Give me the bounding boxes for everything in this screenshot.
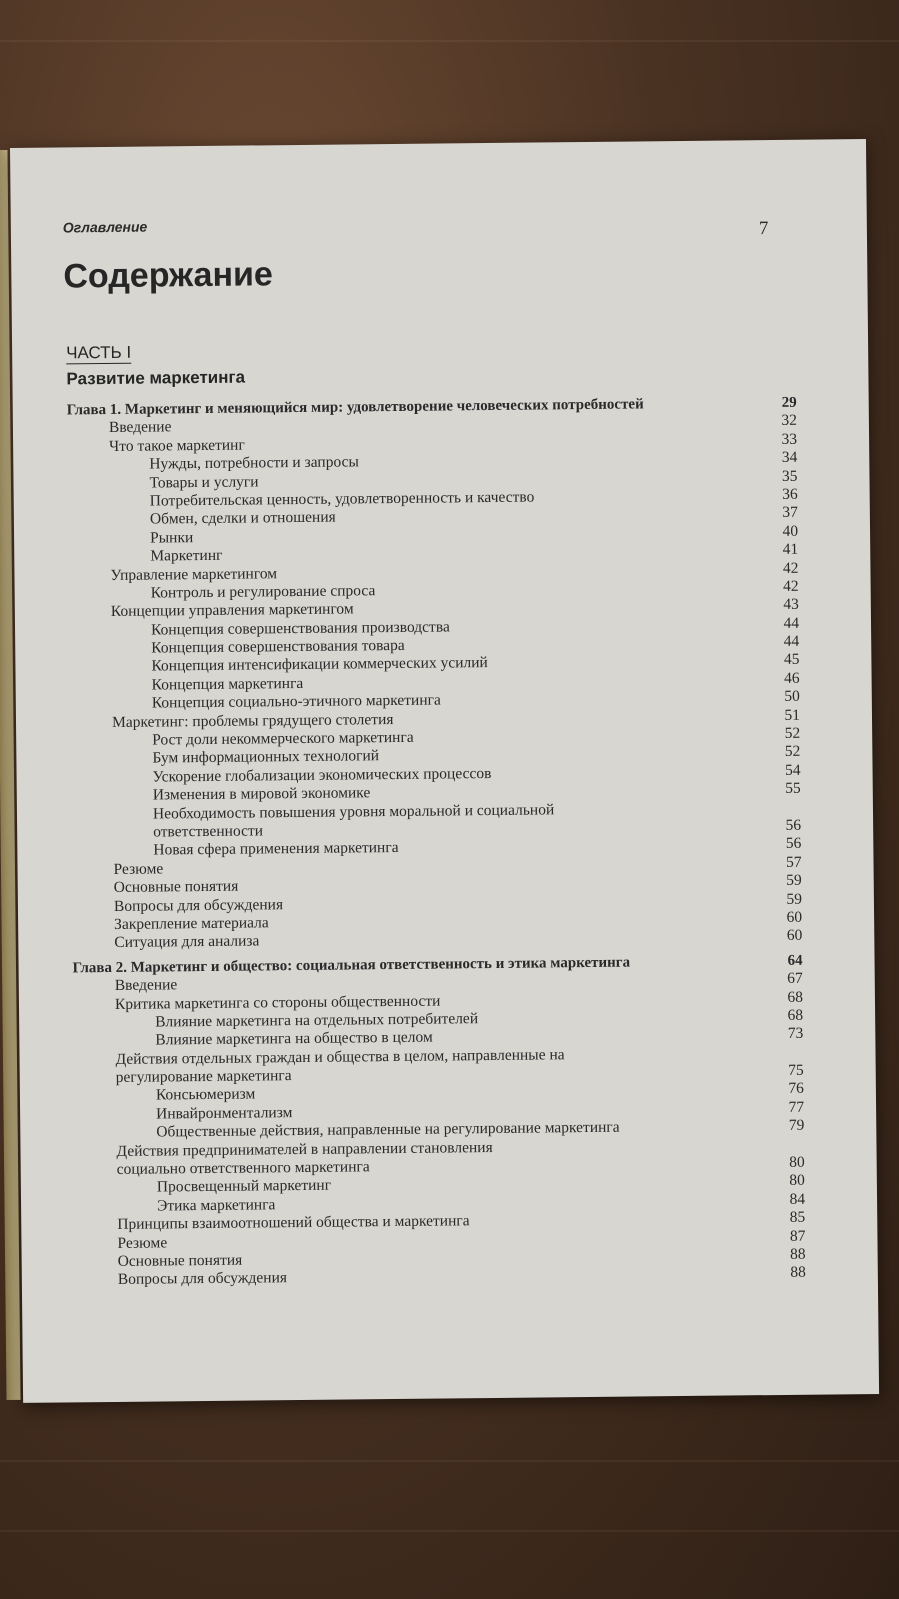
toc-entry-page: 59 <box>786 890 802 908</box>
toc-entry-page: 32 <box>781 412 797 430</box>
toc-entry-page: 34 <box>781 448 798 467</box>
toc-entry-title: Действия предпринимателей в направлении становления <box>116 1138 493 1160</box>
toc-entry-title: Концепции управления маркетингом <box>110 600 354 621</box>
toc-entry-page: 80 <box>789 1153 805 1171</box>
toc-entry-page: 52 <box>784 724 801 742</box>
toc-entry-title: Влияние маркетинга на общество в целом <box>155 1028 433 1049</box>
toc-entry-title: Рынки <box>150 528 194 547</box>
running-head: Оглавление <box>62 218 148 236</box>
toc-entry-page: 80 <box>789 1172 805 1190</box>
toc-entry-page: 59 <box>786 871 802 890</box>
toc-entry-title: Закрепление материала <box>114 914 269 933</box>
toc-entry-title: Бум информационных технологий <box>152 747 380 767</box>
toc-entry-title: Введение <box>108 418 172 437</box>
toc-entry-title: социально ответственного маркетинга <box>116 1158 370 1178</box>
toc-entry-page: 36 <box>782 485 798 503</box>
toc-entry-page: 56 <box>785 835 802 853</box>
toc-entry-page: 42 <box>782 559 799 577</box>
toc-entry-title: Резюме <box>117 1233 168 1252</box>
toc-entry-title: Контроль и регулирование спроса <box>150 582 376 602</box>
toc-entry-page: 88 <box>790 1245 806 1263</box>
toc-entry-title: Общественные действия, направленные на регулирование маркетинга <box>156 1118 620 1141</box>
toc-entry-title: Влияние маркетинга на отдельных потребителей <box>155 1010 479 1031</box>
toc-entry-title: Концепция социально-этичного маркетинга <box>151 691 441 712</box>
table-of-contents <box>67 394 806 1290</box>
toc-entry-title: Действия отдельных граждан и общества в целом, направленные на <box>115 1045 565 1068</box>
toc-entry-page: 77 <box>788 1098 805 1116</box>
toc-entry-page: 88 <box>790 1264 806 1282</box>
toc-entry-page: 67 <box>787 969 803 988</box>
toc-entry-page: 54 <box>784 761 801 779</box>
toc-entry-title: Консьюмеризм <box>155 1085 256 1104</box>
toc-entry-title: Основные понятия <box>117 1251 243 1270</box>
toc-entry-title: Концепция маркетинга <box>151 674 304 694</box>
toc-entry-title: Потребительская ценность, удовлетворенность и качество <box>149 488 535 510</box>
toc-entry-title: Ситуация для анализа <box>114 932 260 952</box>
toc-entry-page: 55 <box>785 779 801 798</box>
toc-entry-page: 51 <box>784 706 801 724</box>
wood-grain <box>0 1530 899 1532</box>
toc-entry-title: Концепция совершенствования товара <box>151 636 405 657</box>
toc-entry-title: ответственности <box>153 822 264 841</box>
toc-entry-page: 45 <box>783 651 800 669</box>
toc-entry-title: Основные понятия <box>113 877 239 897</box>
toc-entry-page: 60 <box>786 908 803 926</box>
toc-entry-title: Рост доли некоммерческого маркетинга <box>152 728 414 749</box>
toc-entry-title: Маркетинг <box>150 546 223 565</box>
toc-entry-title: регулирование маркетинга <box>115 1067 292 1087</box>
wood-grain <box>0 40 899 42</box>
page-title: Содержание <box>63 255 274 296</box>
page-number: 7 <box>758 218 769 240</box>
part-title: Развитие маркетинга <box>66 367 246 389</box>
toc-entry-title: Товары и услуги <box>149 472 259 492</box>
toc-entry-title: Что такое маркетинг <box>109 436 245 455</box>
toc-entry-page: 44 <box>783 614 800 632</box>
toc-entry-page: 29 <box>781 394 797 411</box>
toc-entry-page: 52 <box>784 743 801 761</box>
toc-entry-page: 68 <box>787 988 804 1006</box>
book-page <box>10 139 879 1403</box>
toc-entry-page: 56 <box>785 816 802 834</box>
toc-entry-page: 40 <box>782 522 799 540</box>
toc-entry-title: Вопросы для обсуждения <box>117 1269 288 1289</box>
toc-entry-title: Маркетинг: проблемы грядущего столетия <box>111 710 394 731</box>
toc-entry-page: 76 <box>788 1080 804 1098</box>
toc-entry-title: Инвайронментализм <box>156 1103 293 1123</box>
toc-entry-page: 57 <box>785 853 802 871</box>
toc-entry-page: 68 <box>787 1006 804 1024</box>
toc-entry-page: 85 <box>789 1208 806 1227</box>
toc-entry-title: Изменения в мировой экономике <box>152 784 371 804</box>
toc-entry-page: 64 <box>787 952 803 969</box>
toc-entry-title: Вопросы для обсуждения <box>113 895 284 915</box>
toc-entry-page: 60 <box>786 927 803 945</box>
toc-entry-title: Этика маркетинга <box>156 1196 276 1215</box>
toc-entry-title: Необходимость повышения уровня моральной и социальной <box>152 800 555 823</box>
toc-entry-page: 37 <box>782 504 798 522</box>
toc-entry-title: Глава 2. Маркетинг и общество: социальная ответственность и этика маркетинга <box>72 954 631 977</box>
wood-grain <box>0 1460 899 1462</box>
part-label: ЧАСТЬ I <box>66 342 132 363</box>
toc-entry-title: Управление маркетингом <box>110 564 278 584</box>
toc-entry-page: 42 <box>783 577 799 595</box>
toc-entry-page: 43 <box>783 596 799 614</box>
toc-entry-page: 35 <box>781 467 798 485</box>
toc-entry-title: Концепция совершенствования производства <box>150 618 450 639</box>
toc-entry-title: Просвещенный маркетинг <box>156 1177 332 1196</box>
toc-entry-title: Нужды, потребности и запросы <box>149 453 359 473</box>
toc-entry-page: 73 <box>787 1025 804 1043</box>
toc-entry-page: 87 <box>789 1227 806 1245</box>
toc-entry-page: 33 <box>781 430 798 448</box>
toc-entry-title: Концепция интенсификации коммерческих усилий <box>151 654 488 676</box>
toc-entry-title: Глава 1. Маркетинг и меняющийся мир: удовлетворение человеческих потребностей <box>66 396 644 419</box>
toc-entry-title: Обмен, сделки и отношения <box>149 508 336 528</box>
toc-entry-title: Ускорение глобализации экономических процессов <box>152 764 492 786</box>
toc-entry-page: 46 <box>784 669 800 687</box>
toc-entry-title: Критика маркетинга со стороны общественности <box>114 992 441 1013</box>
toc-entry-page: 79 <box>788 1116 805 1135</box>
toc-entry-page: 44 <box>783 632 800 651</box>
toc-entry-title: Введение <box>114 976 178 995</box>
toc-entry-title: Резюме <box>113 860 164 878</box>
toc-entry-page: 41 <box>782 540 799 559</box>
toc-entry-title: Новая сфера применения маркетинга <box>153 839 399 859</box>
toc-entry-page: 50 <box>784 688 800 706</box>
toc-entry-title: Принципы взаимоотношений общества и маркетинга <box>117 1212 470 1234</box>
toc-entry-page: 84 <box>789 1190 806 1208</box>
toc-entry-page: 75 <box>788 1061 804 1079</box>
